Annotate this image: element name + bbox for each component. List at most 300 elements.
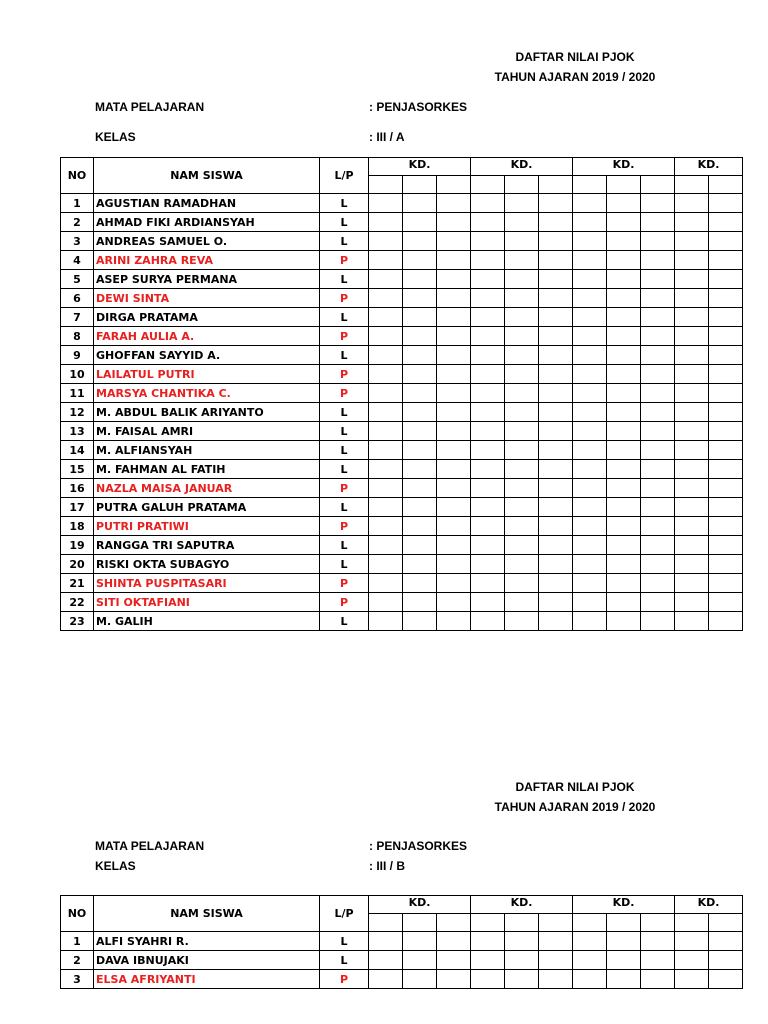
grade-cell[interactable] [641, 612, 675, 631]
grade-cell[interactable] [369, 384, 403, 403]
grade-cell[interactable] [573, 422, 607, 441]
grade-cell[interactable] [369, 232, 403, 251]
grade-cell[interactable] [403, 479, 437, 498]
table-row [61, 308, 743, 327]
grade-cell[interactable] [505, 232, 539, 251]
grade-cell[interactable] [471, 970, 505, 989]
grade-cell[interactable] [607, 970, 641, 989]
grade-cell[interactable] [505, 574, 539, 593]
grade-cell[interactable] [675, 194, 709, 213]
grade-cell[interactable] [709, 517, 743, 536]
grade-cell[interactable] [607, 289, 641, 308]
grade-cell[interactable] [641, 384, 675, 403]
grade-cell[interactable] [471, 384, 505, 403]
grade-cell[interactable] [505, 422, 539, 441]
grade-cell[interactable] [675, 574, 709, 593]
grade-cell[interactable] [369, 517, 403, 536]
grade-cell[interactable] [709, 951, 743, 970]
grade-cell[interactable] [403, 555, 437, 574]
grade-cell[interactable] [607, 536, 641, 555]
grade-cell[interactable] [573, 308, 607, 327]
grade-cell[interactable] [607, 441, 641, 460]
grade-cell[interactable] [607, 574, 641, 593]
grade-cell[interactable] [369, 932, 403, 951]
grade-cell[interactable] [675, 555, 709, 574]
grade-cell[interactable] [675, 479, 709, 498]
grade-cell[interactable] [675, 517, 709, 536]
grade-cell[interactable] [369, 270, 403, 289]
grade-cell[interactable] [505, 951, 539, 970]
grade-cell[interactable] [403, 441, 437, 460]
grade-cell[interactable] [675, 536, 709, 555]
grade-cell[interactable] [573, 574, 607, 593]
grade-cell[interactable] [607, 517, 641, 536]
grade-cell[interactable] [641, 251, 675, 270]
grade-cell[interactable] [607, 327, 641, 346]
grade-cell[interactable] [369, 498, 403, 517]
grade-cell[interactable] [403, 612, 437, 631]
grade-cell[interactable] [437, 346, 471, 365]
grade-cell[interactable] [437, 612, 471, 631]
grade-cell[interactable] [437, 213, 471, 232]
grade-cell[interactable] [437, 460, 471, 479]
grade-cell[interactable] [607, 232, 641, 251]
student-gender: L [320, 346, 369, 365]
grade-cell[interactable] [675, 270, 709, 289]
grade-cell[interactable] [641, 970, 675, 989]
grade-cell[interactable] [369, 479, 403, 498]
grade-cell[interactable] [573, 346, 607, 365]
grade-cell[interactable] [539, 612, 573, 631]
grade-cell[interactable] [403, 365, 437, 384]
grade-cell[interactable] [369, 251, 403, 270]
grade-cell[interactable] [437, 422, 471, 441]
grade-cell[interactable] [369, 593, 403, 612]
grade-cell[interactable] [709, 365, 743, 384]
grade-cell[interactable] [471, 403, 505, 422]
grade-cell[interactable] [709, 384, 743, 403]
grade-cell[interactable] [709, 194, 743, 213]
grade-cell[interactable] [369, 555, 403, 574]
grade-cell[interactable] [471, 555, 505, 574]
grade-cell[interactable] [369, 213, 403, 232]
grade-cell[interactable] [641, 232, 675, 251]
grade-cell[interactable] [369, 365, 403, 384]
grade-cell[interactable] [539, 213, 573, 232]
grade-cell[interactable] [539, 536, 573, 555]
grade-cell[interactable] [607, 460, 641, 479]
grade-cell[interactable] [471, 194, 505, 213]
grade-cell[interactable] [403, 384, 437, 403]
grade-cell[interactable] [675, 346, 709, 365]
grade-cell[interactable] [437, 479, 471, 498]
grade-cell[interactable] [437, 289, 471, 308]
grade-cell[interactable] [505, 441, 539, 460]
grade-cell[interactable] [505, 346, 539, 365]
grade-cell[interactable] [675, 251, 709, 270]
student-gender: L [320, 232, 369, 251]
grade-cell[interactable] [403, 346, 437, 365]
grade-cell[interactable] [437, 970, 471, 989]
grade-cell[interactable] [573, 593, 607, 612]
grade-cell[interactable] [607, 270, 641, 289]
grade-cell[interactable] [675, 498, 709, 517]
grade-cell[interactable] [539, 270, 573, 289]
grade-cell[interactable] [709, 270, 743, 289]
grade-cell[interactable] [539, 498, 573, 517]
grade-cell[interactable] [369, 308, 403, 327]
grade-cell[interactable] [369, 346, 403, 365]
grade-cell[interactable] [403, 213, 437, 232]
grade-cell[interactable] [675, 384, 709, 403]
grade-cell[interactable] [539, 194, 573, 213]
grade-cell[interactable] [641, 213, 675, 232]
grade-cell[interactable] [573, 327, 607, 346]
grade-cell[interactable] [471, 289, 505, 308]
grade-cell[interactable] [505, 479, 539, 498]
grade-cell[interactable] [505, 970, 539, 989]
grade-cell[interactable] [505, 517, 539, 536]
grade-cell[interactable] [505, 460, 539, 479]
grade-cell[interactable] [471, 327, 505, 346]
grade-cell[interactable] [471, 517, 505, 536]
grade-cell[interactable] [675, 232, 709, 251]
grade-cell[interactable] [641, 536, 675, 555]
grade-cell[interactable] [675, 365, 709, 384]
grade-cell[interactable] [641, 270, 675, 289]
grade-cell[interactable] [641, 365, 675, 384]
grade-cell[interactable] [573, 932, 607, 951]
grade-cell[interactable] [437, 308, 471, 327]
grade-cell[interactable] [709, 346, 743, 365]
grade-cell[interactable] [607, 593, 641, 612]
grade-cell[interactable] [709, 308, 743, 327]
grade-cell[interactable] [675, 441, 709, 460]
grade-cell[interactable] [607, 932, 641, 951]
grade-cell[interactable] [709, 289, 743, 308]
grade-cell[interactable] [403, 460, 437, 479]
grade-cell[interactable] [607, 384, 641, 403]
grade-cell[interactable] [573, 194, 607, 213]
grade-cell[interactable] [709, 612, 743, 631]
grade-cell[interactable] [437, 441, 471, 460]
grade-cell[interactable] [573, 251, 607, 270]
grade-cell[interactable] [573, 289, 607, 308]
grade-cell[interactable] [573, 517, 607, 536]
grade-cell[interactable] [573, 365, 607, 384]
grade-cell[interactable] [709, 213, 743, 232]
student-name: ARINI ZAHRA REVA [94, 251, 320, 270]
grade-subheader-cell [573, 176, 607, 194]
grade-cell[interactable] [573, 555, 607, 574]
grade-cell[interactable] [573, 498, 607, 517]
grade-cell[interactable] [641, 422, 675, 441]
grade-cell[interactable] [539, 384, 573, 403]
grade-cell[interactable] [675, 422, 709, 441]
grade-cell[interactable] [607, 403, 641, 422]
grade-cell[interactable] [539, 441, 573, 460]
grade-cell[interactable] [403, 194, 437, 213]
grade-cell[interactable] [539, 951, 573, 970]
table-row [61, 536, 743, 555]
grade-cell[interactable] [573, 536, 607, 555]
grade-cell[interactable] [539, 517, 573, 536]
grade-cell[interactable] [641, 555, 675, 574]
grade-cell[interactable] [607, 365, 641, 384]
table-row [61, 270, 743, 289]
grade-cell[interactable] [607, 498, 641, 517]
grade-cell[interactable] [641, 460, 675, 479]
grade-cell[interactable] [607, 194, 641, 213]
grade-cell[interactable] [675, 460, 709, 479]
grade-cell[interactable] [471, 498, 505, 517]
grade-cell[interactable] [539, 365, 573, 384]
grade-cell[interactable] [437, 593, 471, 612]
grade-cell[interactable] [607, 479, 641, 498]
grade-cell[interactable] [505, 194, 539, 213]
grade-cell[interactable] [369, 422, 403, 441]
grade-cell[interactable] [403, 270, 437, 289]
grade-cell[interactable] [607, 612, 641, 631]
grade-cell[interactable] [539, 479, 573, 498]
grade-cell[interactable] [641, 441, 675, 460]
grade-cell[interactable] [607, 555, 641, 574]
grade-cell[interactable] [675, 289, 709, 308]
grade-cell[interactable] [641, 593, 675, 612]
grade-cell[interactable] [539, 593, 573, 612]
grade-cell[interactable] [709, 498, 743, 517]
grade-cell[interactable] [573, 460, 607, 479]
grade-cell[interactable] [471, 308, 505, 327]
grade-cell[interactable] [403, 593, 437, 612]
grade-cell[interactable] [607, 308, 641, 327]
grade-cell[interactable] [403, 422, 437, 441]
grade-cell[interactable] [403, 498, 437, 517]
grade-cell[interactable] [675, 308, 709, 327]
grade-cell[interactable] [403, 289, 437, 308]
grade-cell[interactable] [437, 555, 471, 574]
grade-cell[interactable] [607, 422, 641, 441]
grade-cell[interactable] [539, 251, 573, 270]
grade-cell[interactable] [403, 536, 437, 555]
grade-cell[interactable] [369, 574, 403, 593]
grade-cell[interactable] [641, 479, 675, 498]
grade-cell[interactable] [505, 612, 539, 631]
grade-cell[interactable] [437, 232, 471, 251]
grade-cell[interactable] [675, 593, 709, 612]
grade-cell[interactable] [369, 441, 403, 460]
grade-cell[interactable] [675, 213, 709, 232]
grade-cell[interactable] [403, 970, 437, 989]
grade-cell[interactable] [641, 574, 675, 593]
grade-cell[interactable] [539, 232, 573, 251]
grade-cell[interactable] [369, 327, 403, 346]
grade-cell[interactable] [403, 251, 437, 270]
grade-cell[interactable] [539, 308, 573, 327]
grade-cell[interactable] [403, 308, 437, 327]
grade-cell[interactable] [675, 951, 709, 970]
grade-cell[interactable] [471, 213, 505, 232]
grade-cell[interactable] [505, 536, 539, 555]
grade-cell[interactable] [539, 403, 573, 422]
grade-cell[interactable] [573, 403, 607, 422]
grade-cell[interactable] [641, 951, 675, 970]
grade-cell[interactable] [709, 970, 743, 989]
header-student-name: NAM SISWA [94, 896, 320, 932]
grade-cell[interactable] [437, 327, 471, 346]
grade-cell[interactable] [369, 970, 403, 989]
grade-cell[interactable] [437, 574, 471, 593]
grade-cell[interactable] [641, 403, 675, 422]
grade-cell[interactable] [641, 194, 675, 213]
grade-cell[interactable] [539, 555, 573, 574]
grade-cell[interactable] [607, 951, 641, 970]
grade-cell[interactable] [675, 932, 709, 951]
grade-cell[interactable] [437, 251, 471, 270]
grade-cell[interactable] [369, 951, 403, 970]
grade-cell[interactable] [471, 612, 505, 631]
grade-cell[interactable] [369, 194, 403, 213]
grade-cell[interactable] [471, 536, 505, 555]
grade-cell[interactable] [539, 422, 573, 441]
grade-cell[interactable] [675, 327, 709, 346]
grade-cell[interactable] [709, 460, 743, 479]
grade-cell[interactable] [709, 932, 743, 951]
grade-cell[interactable] [539, 932, 573, 951]
grade-cell[interactable] [403, 951, 437, 970]
grade-cell[interactable] [641, 308, 675, 327]
grade-cell[interactable] [573, 612, 607, 631]
grade-cell[interactable] [437, 270, 471, 289]
grade-cell[interactable] [675, 970, 709, 989]
grade-cell[interactable] [471, 422, 505, 441]
grade-cell[interactable] [573, 970, 607, 989]
grade-cell[interactable] [675, 612, 709, 631]
grade-cell[interactable] [437, 517, 471, 536]
grade-cell[interactable] [709, 555, 743, 574]
grade-cell[interactable] [709, 327, 743, 346]
grade-cell[interactable] [437, 384, 471, 403]
grade-cell[interactable] [539, 289, 573, 308]
grade-cell[interactable] [369, 612, 403, 631]
grade-cell[interactable] [505, 251, 539, 270]
grade-cell[interactable] [505, 308, 539, 327]
grade-cell[interactable] [641, 517, 675, 536]
grade-cell[interactable] [539, 346, 573, 365]
grade-cell[interactable] [505, 498, 539, 517]
grade-cell[interactable] [369, 460, 403, 479]
grade-cell[interactable] [709, 441, 743, 460]
grade-cell[interactable] [607, 346, 641, 365]
grade-cell[interactable] [471, 479, 505, 498]
grade-cell[interactable] [403, 232, 437, 251]
grade-cell[interactable] [573, 213, 607, 232]
grade-cell[interactable] [471, 346, 505, 365]
grade-cell[interactable] [573, 951, 607, 970]
grade-cell[interactable] [641, 289, 675, 308]
grade-cell[interactable] [573, 232, 607, 251]
grade-cell[interactable] [505, 403, 539, 422]
grade-cell[interactable] [471, 270, 505, 289]
grade-cell[interactable] [505, 555, 539, 574]
student-number: 19 [61, 536, 94, 555]
grade-cell[interactable] [539, 970, 573, 989]
grade-cell[interactable] [403, 403, 437, 422]
subject-label: MATA PELAJARAN [95, 100, 205, 114]
grade-cell[interactable] [437, 536, 471, 555]
grade-cell[interactable] [505, 270, 539, 289]
grade-cell[interactable] [607, 251, 641, 270]
grade-cell[interactable] [437, 403, 471, 422]
grade-cell[interactable] [369, 289, 403, 308]
grade-cell[interactable] [573, 441, 607, 460]
grade-cell[interactable] [641, 498, 675, 517]
student-name: DAVA IBNUJAKI [94, 951, 320, 970]
grade-cell[interactable] [573, 270, 607, 289]
grade-cell[interactable] [641, 932, 675, 951]
grade-cell[interactable] [403, 574, 437, 593]
grade-cell[interactable] [709, 422, 743, 441]
grade-cell[interactable] [505, 365, 539, 384]
grade-cell[interactable] [471, 460, 505, 479]
grade-subheader-cell [403, 176, 437, 194]
grade-cell[interactable] [505, 327, 539, 346]
grade-cell[interactable] [505, 384, 539, 403]
grade-cell[interactable] [471, 365, 505, 384]
grade-cell[interactable] [709, 593, 743, 612]
grade-cell[interactable] [471, 441, 505, 460]
grade-cell[interactable] [675, 403, 709, 422]
grade-cell[interactable] [437, 365, 471, 384]
grade-cell[interactable] [709, 479, 743, 498]
grade-cell[interactable] [437, 932, 471, 951]
grade-cell[interactable] [709, 232, 743, 251]
grade-cell[interactable] [641, 327, 675, 346]
grade-cell[interactable] [403, 327, 437, 346]
grade-cell[interactable] [539, 460, 573, 479]
grade-cell[interactable] [709, 251, 743, 270]
grade-cell[interactable] [403, 932, 437, 951]
grade-cell[interactable] [573, 479, 607, 498]
header-kd: KD. [573, 896, 675, 914]
grade-cell[interactable] [573, 384, 607, 403]
grade-cell[interactable] [505, 593, 539, 612]
grade-cell[interactable] [403, 517, 437, 536]
grade-cell[interactable] [709, 403, 743, 422]
grade-cell[interactable] [471, 932, 505, 951]
grade-cell[interactable] [539, 327, 573, 346]
student-gender: L [320, 498, 369, 517]
grade-cell[interactable] [505, 932, 539, 951]
grade-cell[interactable] [505, 213, 539, 232]
grade-cell[interactable] [539, 574, 573, 593]
grade-cell[interactable] [471, 574, 505, 593]
grade-cell[interactable] [709, 536, 743, 555]
grade-cell[interactable] [471, 951, 505, 970]
grade-cell[interactable] [471, 251, 505, 270]
grade-cell[interactable] [709, 574, 743, 593]
grade-cell[interactable] [437, 951, 471, 970]
grade-cell[interactable] [471, 232, 505, 251]
grade-cell[interactable] [437, 194, 471, 213]
grade-cell[interactable] [471, 593, 505, 612]
grade-cell[interactable] [369, 403, 403, 422]
grade-cell[interactable] [369, 536, 403, 555]
grade-cell[interactable] [641, 346, 675, 365]
grade-cell[interactable] [505, 289, 539, 308]
grade-cell[interactable] [437, 498, 471, 517]
grade-cell[interactable] [607, 213, 641, 232]
